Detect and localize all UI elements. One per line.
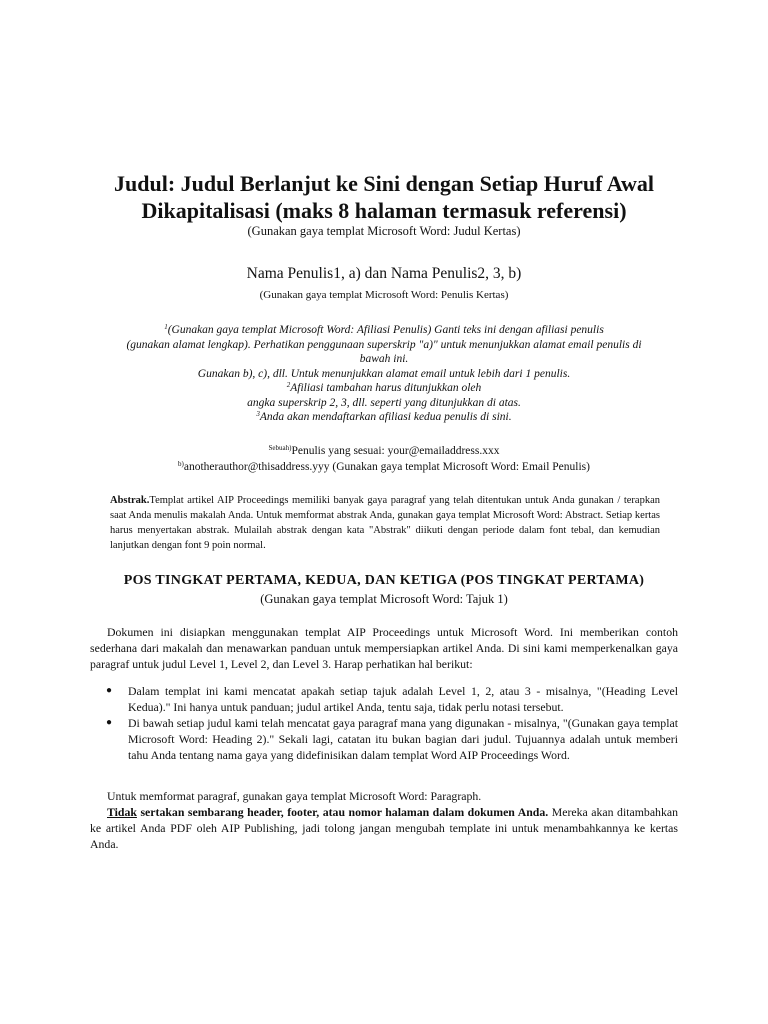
bullet-text: Dalam templat ini kami mencatat apakah setiap tajuk adalah Level 1, 2, atau 3 - misalnya, "(Heading Level Kedua)." Ini hanya untuk panduan; judul artikel Anda, tentu saja, tidak perlu notasi tersebut. [128, 684, 678, 714]
authors-style-note: (Gunakan gaya templat Microsoft Word: Penulis Kertas) [259, 289, 509, 301]
warning-prefix: Tidak [107, 805, 137, 819]
paper-title [60, 170, 708, 224]
intro-paragraph: Dokumen ini disiapkan menggunakan templat AIP Proceedings untuk Microsoft Word. Ini memberikan contoh sederhana dari makalah dan menawarkan panduan untuk mempersiapkan artikel Anda. Di sini kami memperkenalkan gaya paragraf untuk judul Level 1, Level 2, dan Level 3. Harap perhatikan hal berikut: [90, 625, 678, 671]
email-sup-b: b) [178, 460, 184, 468]
title-style-note: (Gunakan gaya templat Microsoft Word: Judul Kertas) [247, 224, 521, 238]
affiliation-sup-3: 3 [256, 410, 260, 418]
abstract-text: Templat artikel AIP Proceedings memiliki banyak gaya paragraf yang telah ditentukan untuk Anda gunakan / terapkan saat Anda menulis makalah Anda. Untuk memformat abstrak Anda, gunakan gaya templat Microsoft Word: Abstract. Setiap kertas harus menyertakan abstrak. Mulailah abstrak dengan kata "Abstrak" diikuti dengan periode dalam font tebal, dan kemudian lanjutkan dengan font 9 poin normal. [110, 495, 660, 551]
corresponding-email: Penulis yang sesuai: your@emailaddress.xxx [291, 445, 500, 457]
abstract [110, 493, 660, 553]
section-heading: POS TINGKAT PERTAMA, KEDUA, DAN KETIGA (POS TINGKAT PERTAMA) [123, 573, 645, 588]
affiliation-line-7: $^3$Anda akan mendaftarkan afiliasi kedua penulis di sini. [256, 410, 512, 423]
affiliation-line-3: bawah ini. [359, 353, 409, 365]
list-item [106, 715, 678, 763]
affiliation-line-5: $^2$Afiliasi tambahan harus ditunjukkan oleh [286, 381, 482, 394]
bullet-icon: ● [106, 685, 113, 696]
email-sup-a: Sebuah) [268, 444, 292, 452]
list-item [106, 683, 678, 715]
affiliation-line-4: Gunakan b), c), dll. Untuk menunjukkan alamat email untuk lebih dari 1 penulis. [197, 367, 571, 380]
format-note: Untuk memformat paragraf, gunakan gaya templat Microsoft Word: Paragraph. [107, 789, 482, 803]
abstract-label: Abstrak. [110, 495, 150, 506]
second-email: anotherauthor@thisaddress.yyy (Gunakan gaya templat Microsoft Word: Email Penulis) [183, 461, 590, 473]
bullet-text: Di bawah setiap judul kami telah mencatat gaya paragraf mana yang digunakan - misalnya, "(Gunakan gaya templat Microsoft Word: Heading 2)." Sekali lagi, catatan itu bukan bagian dari judul. Tujuannya adalah untuk memberi tahu Anda tentang nama gaya yang didefinisikan dalam templat Word AIP Proceedings Word. [128, 716, 678, 762]
email-line-1 [60, 444, 708, 458]
title-line-2: Dikapitalisasi (maks 8 halaman termasuk referensi) [141, 198, 627, 223]
email-line-2 [60, 460, 708, 474]
affiliations-block [60, 323, 708, 425]
affiliation-line-6: angka superskrip 2, 3, dll. seperti yang ditunjukkan di atas. [247, 396, 521, 409]
title-line-1: Judul: Judul Berlanjut ke Sini dengan Setiap Huruf Awal [114, 171, 654, 196]
affiliation-line-1: $^1$(Gunakan gaya templat Microsoft Word: Afiliasi Penulis) Ganti teks ini dengan afiliasi penulis [164, 323, 604, 336]
author-names: Nama Penulis1, a) dan Nama Penulis2, 3, b) [246, 265, 522, 282]
bullet-icon: ● [106, 717, 113, 728]
warning-bold: sertakan sembarang header, footer, atau nomor halaman dalam dokumen Anda. [136, 805, 549, 819]
bullet-list [106, 683, 678, 763]
warning-paragraph [90, 804, 678, 852]
affiliation-sup-1: 1 [164, 323, 168, 331]
section-style-note: (Gunakan gaya templat Microsoft Word: Tajuk 1) [260, 592, 508, 606]
warning-rest: Mereka akan ditambahkan ke artikel Anda PDF oleh AIP Publishing, jadi tolong jangan mengubah template ini untuk menambahkannya ke kertas Anda. [90, 805, 678, 851]
affiliation-sup-2: 2 [286, 381, 291, 389]
affiliation-line-2: (gunakan alamat lengkap). Perhatikan penggunaan superskrip "a)" untuk menunjukkan alamat email penulis di [126, 338, 642, 351]
